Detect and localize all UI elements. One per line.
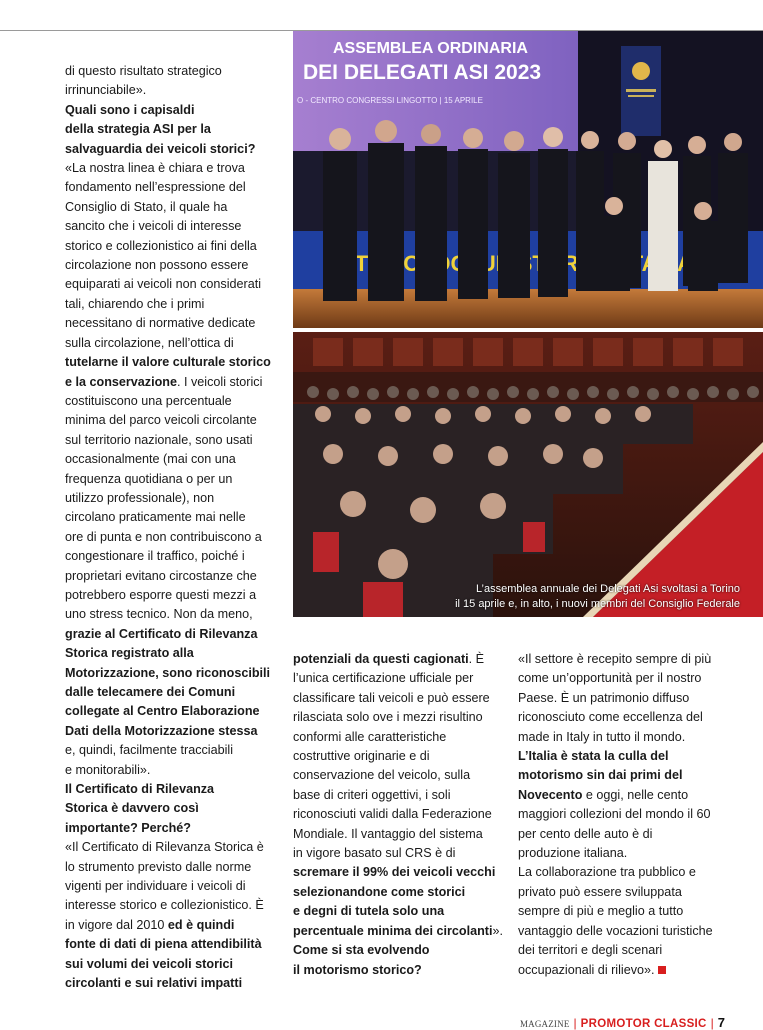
text-line (293, 747, 513, 766)
body-text: La collaborazione tra pubblico e (518, 865, 696, 880)
text-line (293, 708, 513, 727)
text-line (293, 728, 513, 747)
body-text: «Il settore è recepito sempre di più (518, 652, 712, 666)
text-line (518, 747, 743, 766)
text-line (65, 334, 280, 353)
text-line (65, 353, 280, 372)
text-line (65, 62, 280, 81)
text-line (293, 844, 513, 863)
body-text: vantaggio delle vocazioni turistiche (518, 923, 713, 938)
body-text: ». (492, 923, 503, 938)
body-text: lo strumento previsto dalle norme (65, 859, 252, 874)
text-line (518, 805, 743, 824)
text-line (518, 708, 743, 727)
text-column-2 (293, 650, 513, 980)
photo-council-members (293, 31, 763, 328)
text-line (65, 877, 280, 896)
text-line (65, 81, 280, 100)
text-line (65, 431, 280, 450)
bold-text: tutelarne il valore culturale storico (65, 355, 271, 370)
footer-brand: PROMOTOR CLASSIC (580, 1018, 707, 1030)
text-line (65, 780, 280, 799)
text-line (518, 922, 743, 941)
bold-text: fonte di dati di piena attendibilità (65, 937, 262, 952)
body-text: in vigore basato sul CRS è di (293, 846, 456, 861)
bold-text: il motorismo storico? (293, 962, 422, 977)
bold-text: collegate al Centro Elaborazione (65, 704, 260, 719)
text-line (65, 819, 280, 838)
body-text: . I veicoli storici (177, 374, 263, 389)
body-text: frequenza quotidiana o per un (65, 471, 233, 486)
text-line (65, 664, 280, 683)
photo-assembly-audience (293, 332, 763, 617)
text-line (65, 450, 280, 469)
text-line (65, 275, 280, 294)
body-text: costituiscono una percentuale (65, 393, 232, 408)
bold-text: sui volumi dei veicoli storici (65, 956, 233, 971)
text-column-3 (518, 650, 743, 980)
body-text: vigenti per individuare i veicoli di (65, 879, 246, 894)
text-line (293, 941, 513, 960)
body-text: classificare tali veicoli e può essere (293, 690, 490, 705)
text-line (65, 586, 280, 605)
text-line (65, 702, 280, 721)
text-line (65, 140, 280, 159)
text-line (65, 237, 280, 256)
body-text: sempre di più e meglio a tutto (518, 904, 684, 919)
text-line (293, 766, 513, 785)
bold-text: motorismo sin dai primi del (518, 768, 683, 783)
text-line (293, 922, 513, 941)
text-line (65, 722, 280, 741)
footer-divider: | (710, 1016, 714, 1030)
text-line (65, 392, 280, 411)
body-text: utilizzo professionale), non (65, 490, 215, 505)
body-text: base di criteri oggettivi, i soli (293, 787, 451, 802)
text-line (65, 547, 280, 566)
body-text: e, quindi, facilmente tracciabili (65, 743, 233, 758)
text-line (518, 863, 743, 882)
text-column-1 (65, 62, 280, 994)
text-line (293, 825, 513, 844)
screen-text-2: DEI DELEGATI ASI 2023 (303, 61, 542, 84)
body-text: ore di punta e non contribuiscono a (65, 529, 262, 544)
bold-text: Dati della Motorizzazione stessa (65, 723, 258, 738)
text-line (518, 786, 743, 805)
text-line (518, 766, 743, 785)
text-line (65, 974, 280, 993)
body-text: sul territorio nazionale, sono usati (65, 432, 253, 447)
body-text: rilasciata solo ove i mezzi risultino (293, 710, 483, 725)
text-line (65, 295, 280, 314)
body-text: equiparati ai veicoli non considerati (65, 277, 262, 292)
text-line (518, 883, 743, 902)
body-text: fondamento nell’espressione del (65, 180, 246, 195)
text-line (65, 955, 280, 974)
body-text: interesse storico e collezionistico. È (65, 898, 264, 913)
body-text: sancito che i veicoli di interesse (65, 219, 242, 234)
body-text: conformi alle caratteristiche (293, 729, 447, 744)
bold-text: grazie al Certificato di Rilevanza (65, 626, 258, 641)
bold-text: importante? Perché? (65, 820, 191, 835)
body-text: maggiori collezioni del mondo il 60 (518, 807, 711, 822)
text-line (293, 961, 513, 980)
text-line (65, 838, 280, 857)
article-end-marker (658, 966, 666, 974)
text-line (293, 883, 513, 902)
bold-text: Motorizzazione, sono riconoscibili (65, 665, 271, 680)
body-text: occasionalmente (mai con una (65, 452, 236, 467)
bold-text: della strategia ASI per la (65, 122, 211, 137)
body-text: uno stress tecnico. Non da meno, (65, 607, 253, 622)
screen-text-1: ASSEMBLEA ORDINARIA (333, 40, 528, 57)
text-line (65, 644, 280, 663)
bold-text: circolanti e sui relativi impatti (65, 976, 243, 991)
text-line (65, 314, 280, 333)
text-line (518, 650, 743, 669)
bold-text: Storica registrato alla (65, 646, 194, 661)
bold-text: percentuale minima dei circolanti (293, 923, 493, 938)
body-text: costruttive originarie e di (293, 749, 430, 764)
text-line (65, 567, 280, 586)
text-line (518, 902, 743, 921)
bold-text: scremare il 99% dei veicoli vecchi (293, 865, 496, 880)
bold-text: Come si sta evolvendo (293, 943, 430, 958)
body-text: l’unica certificazione ufficiale per (293, 671, 474, 686)
text-line (65, 101, 280, 120)
body-text: dei territori e degli scenari (518, 943, 663, 958)
body-text: made in Italy in tutto il mondo. (518, 729, 686, 744)
body-text: come un’opportunità per il nostro (518, 671, 702, 686)
body-text: Paese. È un patrimonio diffuso (518, 690, 690, 705)
text-line (65, 178, 280, 197)
screen-text-3: O - CENTRO CONGRESSI LINGOTTO | 15 APRILE (297, 96, 483, 105)
bold-text: L’Italia è stata la culla del (518, 749, 669, 764)
body-text: e monitorabili». (65, 762, 151, 777)
text-line (65, 373, 280, 392)
footer-magazine-label: MAGAZINE (519, 1019, 570, 1029)
bold-text: potenziali da questi cagionati (293, 652, 469, 666)
text-line (518, 669, 743, 688)
text-line (65, 683, 280, 702)
body-text: necessitano di normative dedicate (65, 316, 256, 331)
text-line (293, 805, 513, 824)
bold-text: dalle telecamere dei Comuni (65, 685, 236, 699)
text-line (65, 858, 280, 877)
bold-text: ed è quindi (167, 917, 235, 932)
bold-text: Quali sono i capisaldi (65, 102, 195, 117)
caption-line-1: L’assemblea annuale dei Delegati Asi svoltasi a Torino (476, 583, 740, 595)
text-line (518, 825, 743, 844)
page-footer (520, 1015, 725, 1030)
body-text: potrebbero esporre questi mezzi a (65, 587, 257, 602)
photo-caption (293, 582, 740, 612)
text-line (65, 896, 280, 915)
text-line (293, 669, 513, 688)
body-text: sulla circolazione, nell’ottica di (65, 335, 234, 350)
page-number: 7 (717, 1015, 725, 1030)
body-text: storico e collezionistico ai fini della (65, 238, 257, 253)
text-line (293, 863, 513, 882)
caption-line-2: il 15 aprile e, in alto, i nuovi membri del Consiglio Federale (455, 598, 740, 610)
body-text: tali, chiarendo che i primi (65, 296, 205, 311)
text-line (65, 217, 280, 236)
text-line (65, 916, 280, 935)
text-line (293, 786, 513, 805)
body-text: Mondiale. Il vantaggio del sistema (293, 826, 483, 841)
text-line (293, 902, 513, 921)
body-text: conservazione del veicolo, sulla (293, 768, 471, 783)
body-text: proprietari evitano circostanze che (65, 568, 257, 583)
body-text: congestionare il traffico, poiché i (65, 549, 245, 564)
bold-text: Novecento (518, 787, 583, 802)
body-text: privato può essere sviluppata (518, 884, 682, 899)
bold-text: Il Certificato di Rilevanza (65, 782, 215, 797)
body-text: . È (468, 652, 485, 666)
body-text: e oggi, nelle cento (582, 787, 689, 802)
bold-text: selezionandone come storici (293, 884, 466, 899)
text-line (293, 689, 513, 708)
body-text: per cento delle auto è di (518, 826, 653, 841)
body-text: occupazionali di rilievo». (518, 962, 655, 977)
text-line (65, 198, 280, 217)
text-line (65, 741, 280, 760)
text-line (65, 528, 280, 547)
body-text: di questo risultato strategico (65, 64, 222, 78)
bold-text: Storica è davvero così (65, 801, 199, 816)
text-line (518, 844, 743, 863)
text-line (293, 650, 513, 669)
text-line (518, 961, 743, 980)
body-text: produzione italiana. (518, 846, 628, 861)
body-text: Consiglio di Stato, il quale ha (65, 199, 228, 214)
body-text: riconosciuti validi dalla Federazione (293, 807, 492, 822)
text-line (65, 605, 280, 624)
body-text: «La nostra linea è chiara e trova (65, 161, 245, 176)
text-line (518, 689, 743, 708)
text-line (65, 120, 280, 139)
bold-text: e degni di tutela solo una (293, 904, 445, 919)
body-text: minima del parco veicoli circolante (65, 413, 257, 428)
bold-text: salvaguardia dei veicoli storici? (65, 141, 256, 156)
text-line (65, 470, 280, 489)
bold-text: e la conservazione (65, 374, 177, 389)
body-text: in vigore dal 2010 (65, 917, 168, 932)
footer-divider: | (573, 1016, 577, 1030)
body-text: circolazione non possono essere (65, 258, 249, 273)
body-text: circolano praticamente mai nelle (65, 510, 246, 525)
text-line (65, 761, 280, 780)
text-line (65, 625, 280, 644)
body-text: irrinunciabile». (65, 83, 147, 98)
body-text: «Il Certificato di Rilevanza Storica è (65, 840, 264, 855)
text-line (65, 508, 280, 527)
text-line (65, 256, 280, 275)
text-line (518, 941, 743, 960)
text-line (518, 728, 743, 747)
text-line (65, 935, 280, 954)
text-line (65, 411, 280, 430)
text-line (65, 159, 280, 178)
text-line (65, 799, 280, 818)
body-text: riconosciuto come eccellenza del (518, 710, 703, 725)
text-line (65, 489, 280, 508)
